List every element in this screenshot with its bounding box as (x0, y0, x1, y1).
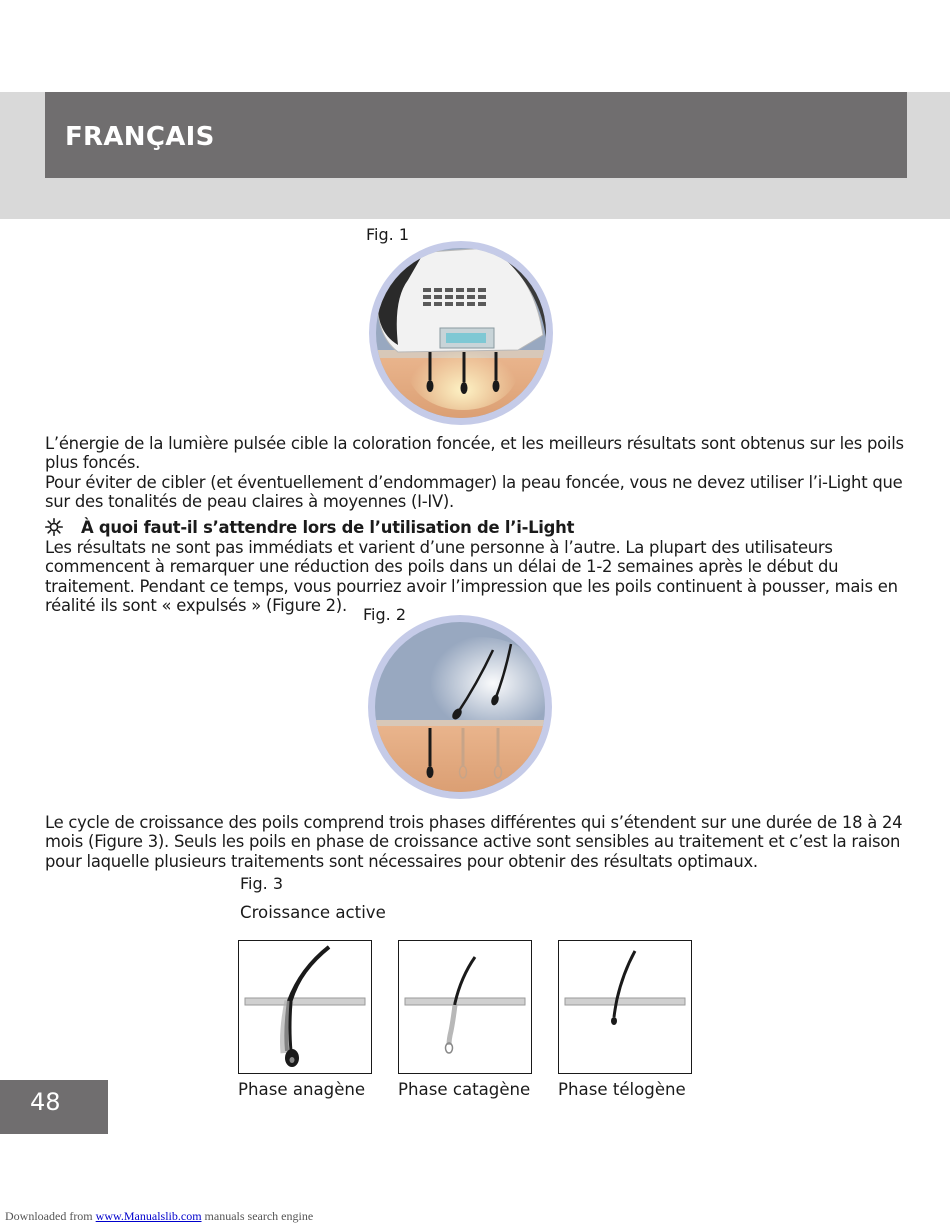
text-line: L’énergie de la lumière pulsée cible la coloration foncée, et les meilleurs résultats sont obtenus sur les poils (45, 434, 904, 453)
catagen-hair-icon (399, 941, 531, 1073)
fig1-label: Fig. 1 (366, 225, 409, 244)
section-heading-text: À quoi faut-il s’attendre lors de l’utilisation de l’i-Light (81, 518, 575, 537)
fig3-label: Fig. 3 (240, 874, 283, 893)
text-line: Le cycle de croissance des poils comprend trois phases différentes qui s’étendent sur une durée de 18 à 24 (45, 813, 903, 832)
intro-paragraph (45, 434, 907, 511)
download-footer (5, 1209, 313, 1224)
page-title: FRANÇAIS (65, 122, 215, 152)
section-heading (45, 518, 574, 537)
text-line: mois (Figure 3). Seuls les poils en phase de croissance active sont sensibles au traitement et c’est la raison (45, 832, 901, 852)
text-line: pour laquelle plusieurs traitements sont nécessaires pour obtenir des résultats optimaux. (45, 851, 758, 871)
sun-icon (45, 518, 63, 536)
phase-label-anagen: Phase anagène (238, 1080, 366, 1099)
text-line: Pour éviter de cibler (et éventuellement d’endommager) la peau foncée, vous ne devez utiliser l’i-Light que (45, 472, 903, 492)
text-line: réalité ils sont « expulsés » (Figure 2). (45, 595, 347, 615)
text-line: plus foncés. (45, 453, 141, 473)
text-line: traitement. Pendant ce temps, vous pourriez avoir l’impression que les poils continuent à pousser, mais en (45, 576, 898, 596)
footer-suffix: manuals search engine (201, 1209, 314, 1223)
page-number: 48 (30, 1088, 61, 1116)
phase-label-catagen: Phase catagène (398, 1080, 531, 1099)
footer-prefix: Downloaded from (5, 1209, 96, 1223)
phase-telogen-box (558, 940, 692, 1074)
text-line: Les résultats ne sont pas immédiats et varient d’une personne à l’autre. La plupart des utilisateurs (45, 538, 833, 557)
phase-label-telogen: Phase télogène (558, 1080, 686, 1099)
manualslib-link[interactable]: www.Manualslib.com (95, 1209, 202, 1223)
text-line: sur des tonalités de peau claires à moyennes (I-IV). (45, 491, 455, 511)
telogen-hair-icon (559, 941, 691, 1073)
results-paragraph (45, 538, 907, 615)
fig1-illustration (368, 240, 554, 426)
growth-cycle-paragraph (45, 813, 907, 871)
phase-anagen-box (238, 940, 372, 1074)
fig3-subtitle: Croissance active (240, 903, 386, 922)
anagen-hair-icon (239, 941, 371, 1073)
phase-catagen-box (398, 940, 532, 1074)
fig2-label: Fig. 2 (363, 605, 406, 624)
text-line: commencent à remarquer une réduction des poils dans un délai de 1-2 semaines après le début du (45, 557, 839, 577)
fig2-illustration (367, 614, 553, 800)
